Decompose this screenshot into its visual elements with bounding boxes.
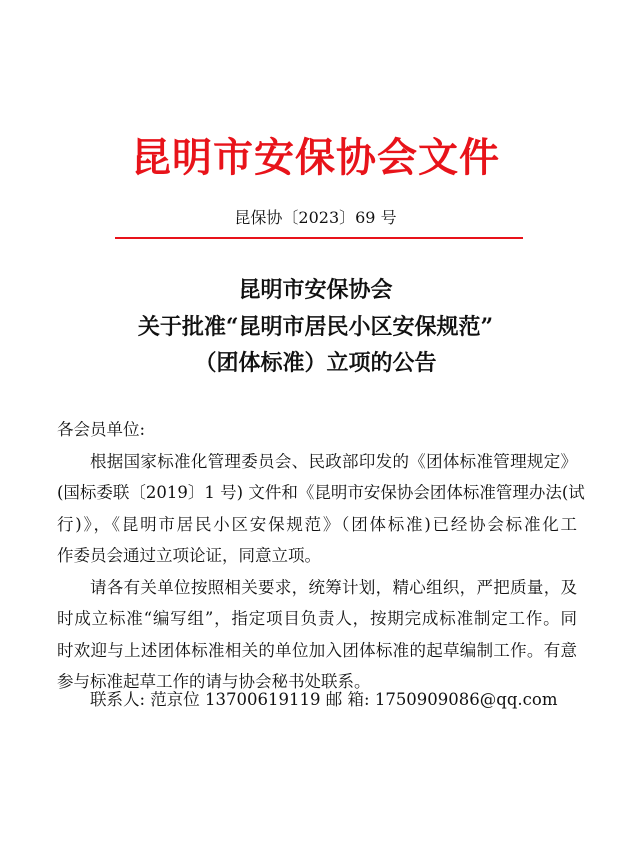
document-number: 昆保协〔2023〕69 号 bbox=[234, 208, 397, 227]
heading-line-3: （团体标准）立项的公告 bbox=[194, 350, 437, 376]
paragraph-2-line: 参与标准起草工作的请与协会秘书处联系。 bbox=[57, 672, 371, 691]
paragraph-2-line: 时成立标准“编写组”，指定项目负责人，按期完成标准制定工作。同 bbox=[57, 609, 577, 628]
document-title: 昆明市安保协会文件 bbox=[131, 134, 500, 181]
salutation: 各会员单位: bbox=[57, 420, 146, 439]
paragraph-2-line: 请各有关单位按照相关要求，统筹计划，精心组织，严把质量，及 bbox=[90, 578, 577, 597]
heading-line-1: 昆明市安保协会 bbox=[238, 277, 393, 303]
paragraph-1-line: (国标委联〔2019〕1 号) 文件和《昆明市安保协会团体标准管理办法(试 bbox=[57, 483, 585, 502]
heading-line-2: 关于批准“昆明市居民小区安保规范” bbox=[137, 314, 494, 340]
paragraph-1-line: 行)》，《昆明市居民小区安保规范》（团体标准)已经协会标准化工 bbox=[57, 515, 577, 534]
red-divider bbox=[115, 237, 523, 239]
paragraph-1-line: 作委员会通过立项论证，同意立项。 bbox=[57, 546, 321, 565]
paragraph-1-line: 根据国家标准化管理委员会、民政部印发的《团体标准管理规定》 bbox=[90, 452, 577, 471]
paragraph-2-line: 时欢迎与上述团体标准相关的单位加入团体标准的起草编制工作。有意 bbox=[57, 641, 577, 660]
contact-line: 联系人: 范京位 13700619119 邮 箱: 1750909086@qq.com bbox=[90, 690, 558, 709]
